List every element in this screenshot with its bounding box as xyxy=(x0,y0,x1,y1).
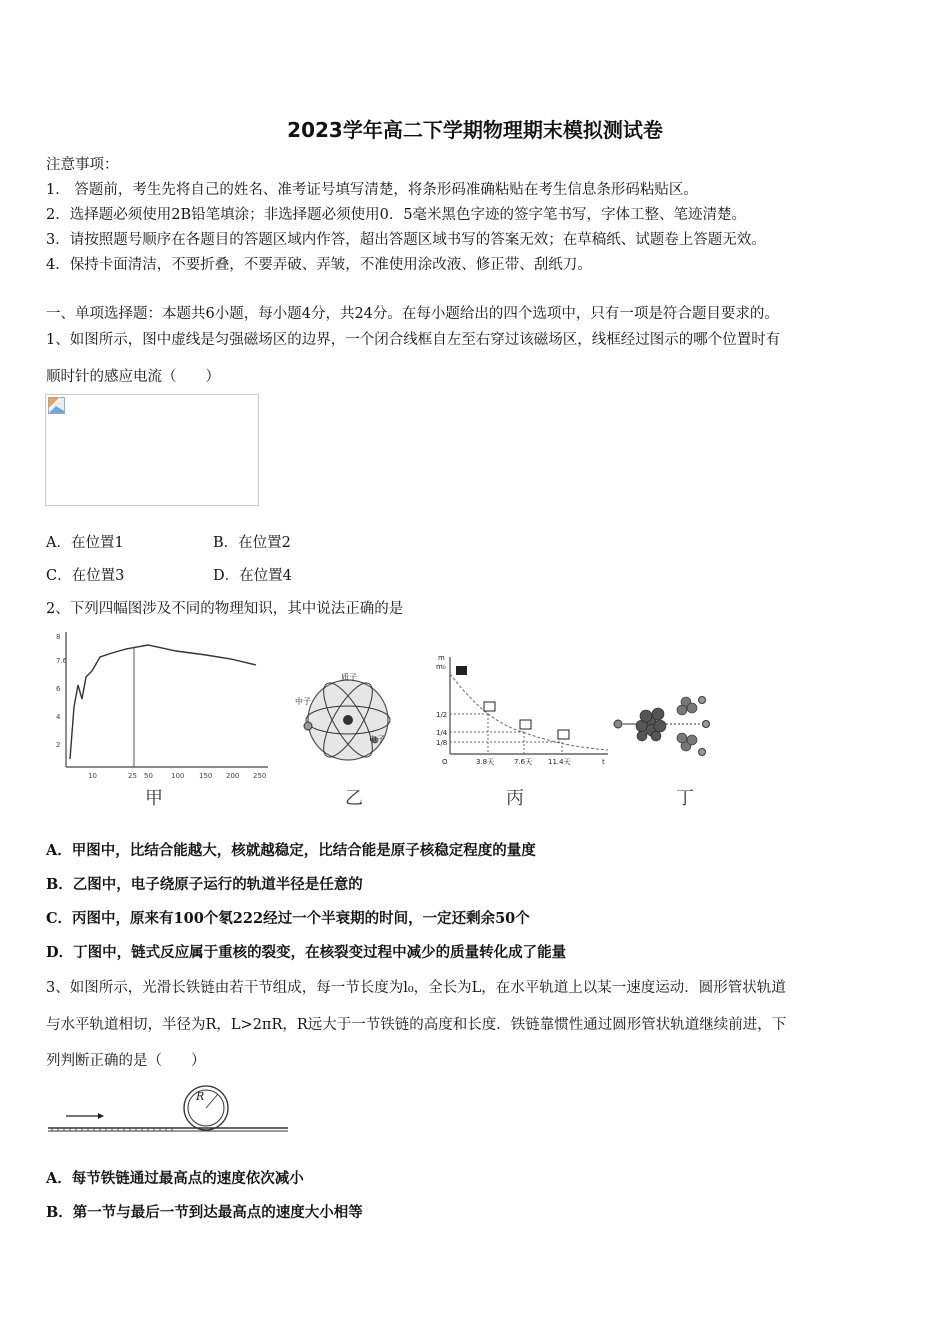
jia-xtick: 250 xyxy=(253,772,267,780)
bing-frac: 1/2 xyxy=(436,711,448,719)
jia-xtick: 25 xyxy=(128,772,137,780)
bing-t-label: 7.6天 xyxy=(514,758,533,766)
bing-t-label: 3.8天 xyxy=(476,758,495,766)
bing-origin: O xyxy=(442,758,448,766)
question-3-stem-cont: 与水平轨道相切，半径为R，L>2πR，R远大于一节铁链的高度和长度．铁链靠惯性通过圆形管状轨道继续前进，下 xyxy=(46,1017,787,1033)
yi-label-electron: 电子 xyxy=(369,735,385,744)
figure-yi-atom-model xyxy=(293,670,403,765)
broken-image-icon xyxy=(48,397,65,414)
bing-frac: 1/8 xyxy=(436,739,448,747)
question-3-option-a: A．每节铁链通过最高点的速度依次减小 xyxy=(46,1170,304,1187)
jia-ytick: 8 xyxy=(56,633,61,641)
bing-taxis: t xyxy=(602,758,605,766)
loop-radius-label: R xyxy=(196,1090,205,1103)
question-1-option-d: D．在位置4 xyxy=(213,568,292,584)
notice-item: 2．选择题必须使用2B铅笔填涂；非选择题必须使用0．5毫米黑色字迹的签字笔书写，字体工整、笔迹清楚。 xyxy=(46,207,747,223)
figure-bing-decay-curve xyxy=(432,652,612,767)
question-3-stem-cont: 列判断正确的是（ ） xyxy=(46,1053,206,1069)
figure-caption-yi: 乙 xyxy=(345,788,363,809)
question-1-option-c: C．在位置3 xyxy=(46,568,125,584)
question-2-option-c: C．丙图中，原来有100个氡222经过一个半衰期的时间，一定还剩余50个 xyxy=(46,910,530,927)
question-1-option-a: A．在位置1 xyxy=(46,535,124,551)
question-3-figure-loop-track xyxy=(46,1078,290,1136)
yi-label-proton: 质子 xyxy=(341,673,357,682)
jia-ytick: 4 xyxy=(56,713,61,721)
figure-caption-jia: 甲 xyxy=(145,788,163,809)
question-2-option-a: A．甲图中，比结合能越大，核就越稳定，比结合能是原子核稳定程度的量度 xyxy=(46,842,536,859)
figure-jia-binding-energy xyxy=(56,627,276,782)
question-1-stem: 1、如图所示，图中虚线是匀强磁场区的边界，一个闭合线框自左至右穿过该磁场区，线框经过图示的哪个位置时有 xyxy=(46,332,781,348)
section-heading: 一、单项选择题：本题共6小题，每小题4分，共24分。在每小题给出的四个选项中，只有一项是符合题目要求的。 xyxy=(46,306,779,322)
figure-caption-ding: 丁 xyxy=(676,788,694,809)
notice-heading: 注意事项： xyxy=(46,157,119,173)
jia-ytick: 2 xyxy=(56,741,61,749)
notice-item: 1． 答题前，考生先将自己的姓名、准考证号填写清楚，将条形码准确粘贴在考生信息条形码粘贴区。 xyxy=(46,182,698,198)
bing-label-m0: m₀ xyxy=(436,663,446,671)
jia-xtick: 100 xyxy=(171,772,185,780)
jia-xtick: 50 xyxy=(144,772,153,780)
yi-label-neutron: 中子 xyxy=(295,697,311,706)
figure-caption-bing: 丙 xyxy=(506,788,524,809)
page-title: 2023学年高二下学期物理期末模拟测试卷 xyxy=(287,118,663,142)
jia-ytick: 7.6 xyxy=(56,657,68,665)
question-2-option-d: D．丁图中，链式反应属于重核的裂变，在核裂变过程中减少的质量转化成了能量 xyxy=(46,944,567,961)
question-3-option-b: B．第一节与最后一节到达最高点的速度大小相等 xyxy=(46,1204,363,1221)
question-2-stem: 2、下列四幅图涉及不同的物理知识，其中说法正确的是 xyxy=(46,601,404,617)
notice-item: 4．保持卡面清洁，不要折叠，不要弄破、弄皱，不准使用涂改液、修正带、刮纸刀。 xyxy=(46,257,592,273)
question-1-figure-missing xyxy=(45,394,259,506)
notice-item: 3．请按照题号顺序在各题目的答题区域内作答，超出答题区域书写的答案无效；在草稿纸、试题卷上答题无效。 xyxy=(46,232,766,248)
bing-frac: 1/4 xyxy=(436,729,448,737)
question-2-option-b: B．乙图中，电子绕原子运行的轨道半径是任意的 xyxy=(46,876,363,893)
jia-xtick: 10 xyxy=(88,772,97,780)
jia-xtick: 150 xyxy=(199,772,213,780)
question-1-stem-cont: 顺时针的感应电流（ ） xyxy=(46,369,220,385)
jia-ytick: 6 xyxy=(56,685,61,693)
jia-xtick: 200 xyxy=(226,772,240,780)
bing-t-label: 11.4天 xyxy=(548,758,571,766)
question-3-stem: 3、如图所示，光滑长铁链由若干节组成，每一节长度为l₀，全长为L，在水平轨道上以某一速度运动．圆形管状轨道 xyxy=(46,980,786,996)
figure-ding-chain-reaction xyxy=(612,680,712,770)
bing-label-m: m xyxy=(438,654,445,662)
question-1-option-b: B．在位置2 xyxy=(213,535,291,551)
